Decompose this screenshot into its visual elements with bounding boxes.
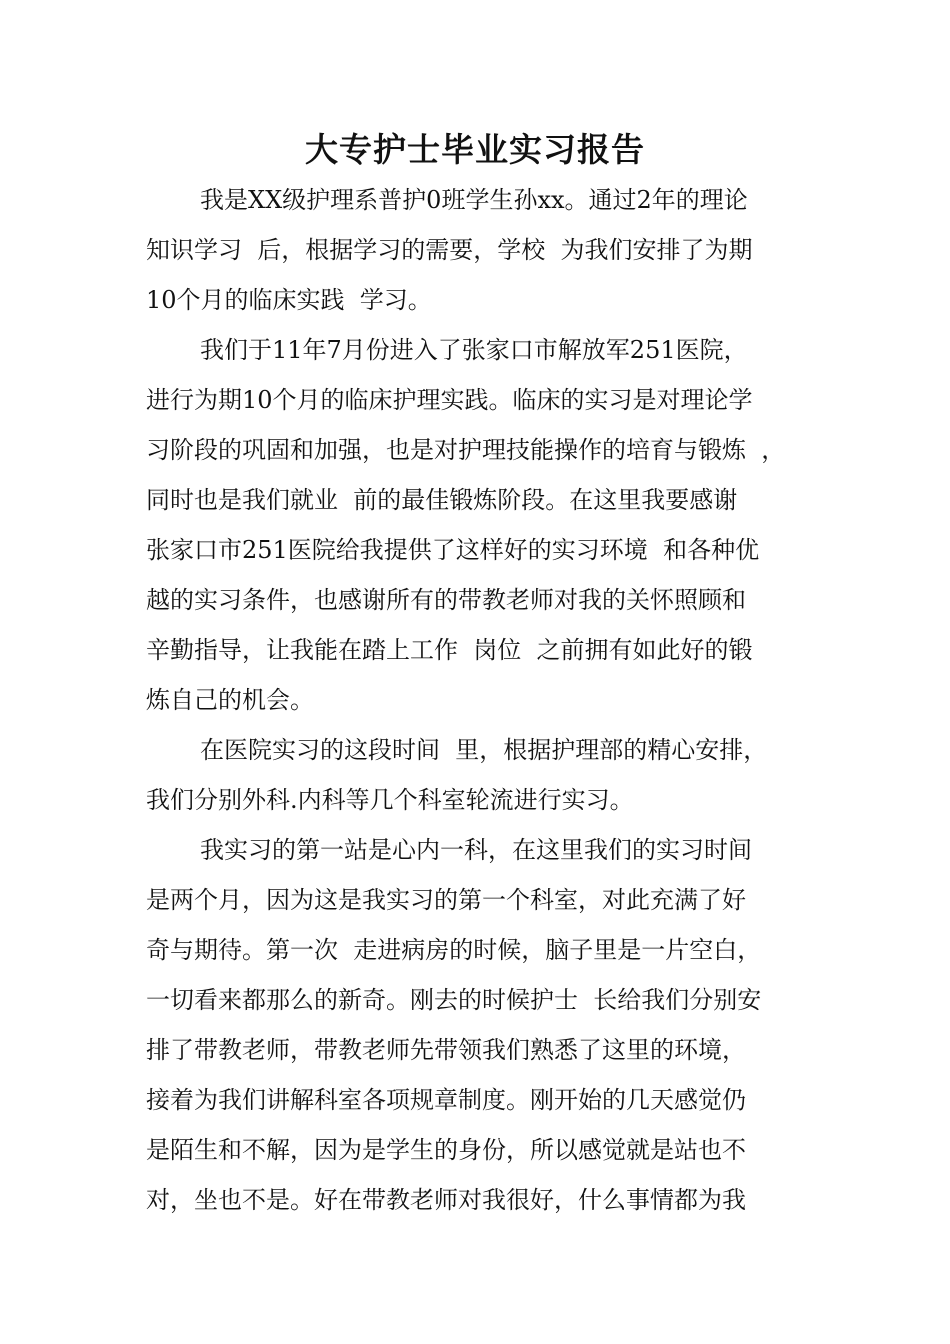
paragraph-4-line-3: 奇与期待。第一次 走进病房的时候，脑子里是一片空白， [146,936,762,964]
paragraph-2-line-7: 辛勤指导，让我能在踏上工作 岗位 之前拥有如此好的锻 [146,636,753,664]
paragraph-2-line-4: 同时也是我们就业 前的最佳锻炼阶段。在这里我要感谢 [146,486,738,514]
paragraph-2-line-6: 越的实习条件，也感谢所有的带教老师对我的关怀照顾和 [146,586,746,614]
paragraph-3-line-1: 在医院实习的这段时间 里，根据护理部的精心安排， [200,736,768,764]
document-title: 大专护士毕业实习报告 [305,130,645,169]
paragraph-2-line-5: 张家口市251医院给我提供了这样好的实习环境 和各种优 [146,536,760,564]
paragraph-2-line-1: 我们于11年7月份进入了张家口市解放军251医院， [200,336,748,364]
paragraph-2-line-2: 进行为期10个月的临床护理实践。临床的实习是对理论学 [146,386,753,414]
paragraph-2-line-8: 炼自己的机会。 [146,686,314,714]
paragraph-3-line-2: 我们分别外科.内科等几个科室轮流进行实习。 [146,786,634,814]
paragraph-4-line-5: 排了带教老师，带教老师先带领我们熟悉了这里的环境， [146,1036,746,1064]
paragraph-1-line-3: 10个月的临床实践 学习。 [146,286,432,314]
paragraph-1-line-1: 我是XX级护理系普护0班学生孙xx。通过2年的理论 [200,186,748,214]
paragraph-1-line-2: 知识学习 后，根据学习的需要，学校 为我们安排了为期 [146,236,753,264]
paragraph-4-line-7: 是陌生和不解，因为是学生的身份，所以感觉就是站也不 [146,1136,746,1164]
paragraph-4-line-4: 一切看来都那么的新奇。刚去的时候护士 长给我们分别安 [146,986,762,1014]
paragraph-4-line-8: 对，坐也不是。好在带教老师对我很好，什么事情都为我 [146,1186,746,1214]
paragraph-2-line-3: 习阶段的巩固和加强，也是对护理技能操作的培育与锻炼 ， [146,436,786,464]
paragraph-4-line-2: 是两个月，因为这是我实习的第一个科室，对此充满了好 [146,886,746,914]
paragraph-4-line-6: 接着为我们讲解科室各项规章制度。刚开始的几天感觉仍 [146,1086,746,1114]
paragraph-4-line-1: 我实习的第一站是心内一科，在这里我们的实习时间 [200,836,752,864]
